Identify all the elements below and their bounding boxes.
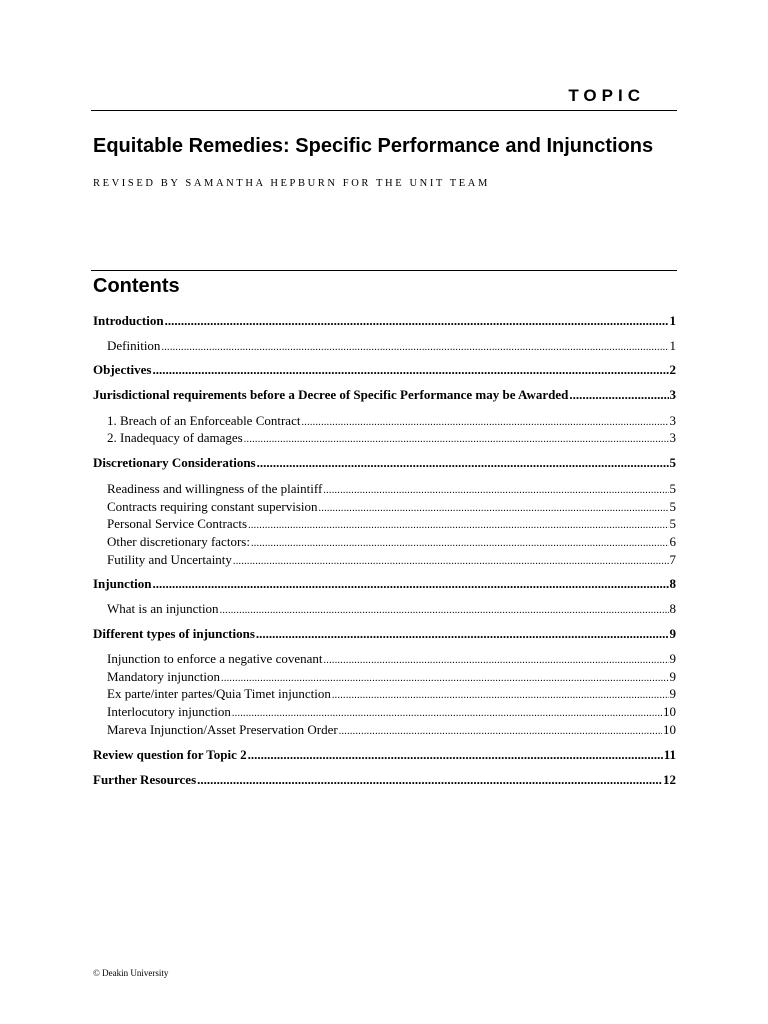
toc-entry[interactable] [93, 575, 676, 593]
toc-entry-page: 5 [669, 455, 676, 470]
toc-entry-label: Definition [107, 338, 161, 353]
toc-entry-label: Mandatory injunction [107, 669, 221, 684]
toc-entry-label: Review question for Topic 2 [93, 747, 247, 762]
toc-entry[interactable] [107, 650, 676, 668]
toc-entry[interactable] [93, 771, 676, 789]
contents-rule [91, 270, 677, 271]
toc-entry[interactable] [107, 515, 676, 533]
toc-leader-dots [153, 575, 669, 593]
toc-leader-dots [248, 515, 668, 535]
toc-entry[interactable] [107, 480, 676, 498]
toc-entry-label: Jurisdictional requirements before a Decree of Specific Performance may be Awarded [93, 387, 569, 402]
toc-entry[interactable] [107, 551, 676, 569]
toc-entry-page: 10 [663, 704, 676, 719]
toc-entry-page: 9 [669, 686, 676, 701]
toc-entry-label: Different types of injunctions [93, 626, 255, 641]
toc-leader-dots [165, 312, 669, 330]
toc-entry-label: Mareva Injunction/Asset Preservation Order [107, 722, 338, 737]
toc-entry-label: Discretionary Considerations [93, 455, 256, 470]
toc-leader-dots [257, 454, 669, 472]
document-title: Equitable Remedies: Specific Performance and Injunctions [93, 135, 654, 157]
toc-leader-dots [244, 429, 669, 449]
copyright-footer: © Deakin University [93, 968, 169, 978]
toc-entry-page: 1 [669, 338, 676, 353]
toc-entry-label: Personal Service Contracts [107, 516, 248, 531]
toc-entry-label: Futility and Uncertainty [107, 552, 232, 567]
toc-entry-label: 1. Breach of an Enforceable Contract [107, 413, 301, 428]
toc-leader-dots [152, 361, 668, 379]
toc-entry-page: 8 [669, 576, 676, 591]
document-subtitle: REVISED BY SAMANTHA HEPBURN FOR THE UNIT TEAM [93, 178, 490, 189]
toc-entry-label: Interlocutory injunction [107, 704, 231, 719]
toc-leader-dots [256, 625, 669, 643]
toc-leader-dots [339, 721, 662, 741]
toc-entry-page: 9 [669, 651, 676, 666]
toc-entry[interactable] [93, 312, 676, 330]
toc-entry-page: 2 [669, 362, 676, 377]
toc-entry-page: 1 [669, 313, 676, 328]
toc-entry[interactable] [93, 625, 676, 643]
toc-entry-page: 7 [669, 552, 676, 567]
toc-entry[interactable] [107, 600, 676, 618]
toc-entry[interactable] [107, 412, 676, 430]
toc-entry-page: 9 [669, 626, 676, 641]
toc-entry-page: 3 [669, 387, 676, 402]
toc-entry-label: Objectives [93, 362, 152, 377]
toc-leader-dots [233, 551, 669, 571]
toc-entry[interactable] [107, 429, 676, 447]
toc-entry[interactable] [93, 454, 676, 472]
toc-leader-dots [332, 685, 669, 705]
toc-leader-dots [161, 337, 668, 357]
toc-entry-page: 3 [669, 413, 676, 428]
toc-entry-page: 10 [663, 722, 676, 737]
header-rule [91, 110, 677, 111]
toc-entry[interactable] [107, 337, 676, 355]
toc-entry[interactable] [93, 746, 676, 764]
toc-entry-page: 12 [663, 772, 676, 787]
toc-entry-page: 11 [663, 747, 676, 762]
toc-entry-label: Readiness and willingness of the plaintiff [107, 481, 323, 496]
toc-entry-label: Injunction to enforce a negative covenant [107, 651, 323, 666]
topic-label: TOPIC [568, 86, 645, 105]
toc-entry-page: 6 [669, 534, 676, 549]
toc-entry[interactable] [107, 703, 676, 721]
contents-heading: Contents [93, 275, 180, 297]
toc-entry[interactable] [107, 533, 676, 551]
toc-entry-page: 5 [669, 481, 676, 496]
toc-entry-label: What is an injunction [107, 601, 219, 616]
toc-leader-dots [232, 703, 662, 723]
toc-entry[interactable] [107, 668, 676, 686]
toc-entry-label: Ex parte/inter partes/Quia Timet injunction [107, 686, 331, 701]
toc-entry-label: Contracts requiring constant supervision [107, 499, 318, 514]
toc-entry-page: 5 [669, 499, 676, 514]
toc-entry[interactable] [107, 498, 676, 516]
toc-entry-label: 2. Inadequacy of damages [107, 430, 243, 445]
toc-entry[interactable] [93, 361, 676, 379]
toc-entry-page: 8 [669, 601, 676, 616]
toc-leader-dots [197, 771, 662, 789]
toc-leader-dots [220, 600, 669, 620]
toc-entry-page: 5 [669, 516, 676, 531]
toc-entry-label: Injunction [93, 576, 152, 591]
toc-entry[interactable] [93, 386, 676, 404]
toc-entry[interactable] [107, 685, 676, 703]
toc-leader-dots [324, 650, 669, 670]
toc-entry-label: Introduction [93, 313, 164, 328]
toc-leader-dots [251, 533, 669, 553]
toc-entry-page: 9 [669, 669, 676, 684]
toc-entry[interactable] [107, 721, 676, 739]
toc-entry-label: Further Resources [93, 772, 197, 787]
toc-leader-dots [569, 386, 668, 404]
toc-entry-label: Other discretionary factors: [107, 534, 250, 549]
toc-entry-page: 3 [669, 430, 676, 445]
toc-leader-dots [323, 480, 668, 500]
toc-leader-dots [248, 746, 663, 764]
